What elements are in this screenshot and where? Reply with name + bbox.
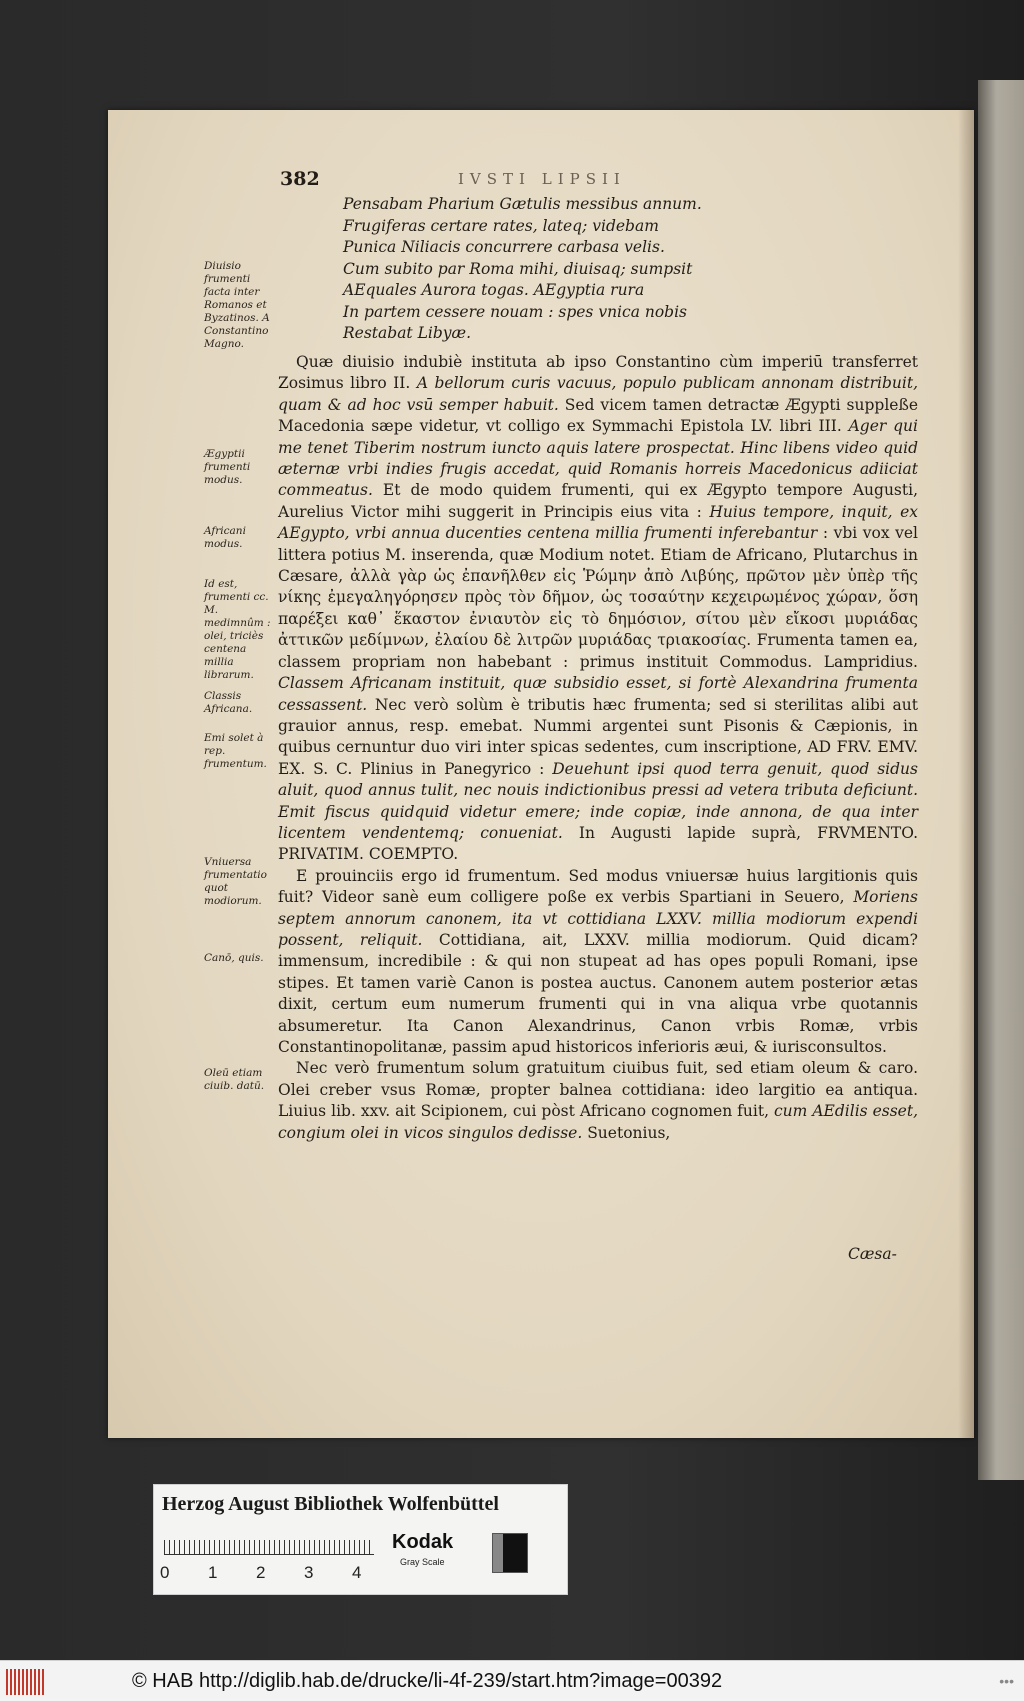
ruler-number: 1 bbox=[208, 1563, 218, 1582]
verse-line: Frugiferas certare rates, lateq; videbam bbox=[343, 216, 659, 235]
body-text bbox=[278, 352, 918, 1144]
kodak-logo: Kodak bbox=[392, 1531, 454, 1553]
margin-note: Ægyptii frumenti modus. bbox=[204, 448, 251, 486]
text-run: Suetonius, bbox=[582, 1123, 671, 1142]
text-run: Nec verò frumentum solum gratuitum ciuibus fuit, sed etiam oleum & caro. Olei creber vsus Romæ, propter balnea cottidiana: ideo largitio ea antiqua. Liuius lib. xxv. ait Scipionem, cui pòst Africano cognomen fuit, bbox=[278, 1059, 918, 1121]
page-number: 382 bbox=[280, 168, 320, 190]
verse-line: AEquales Aurora togas. AEgyptia rura bbox=[343, 281, 645, 299]
verse-line: In partem cessere nouam : spes vnica nobis bbox=[343, 302, 688, 321]
more-icon[interactable]: ••• bbox=[999, 1673, 1014, 1689]
italic-quote: Classem Africanam instituit, quæ subsidio esset, si fortè Alexandrina frumenta cessassent. bbox=[278, 674, 918, 714]
scale-ruler bbox=[164, 1531, 374, 1555]
margin-note: Diuisio frumenti facta inter Romanos et Byzatinos. A Constantino Magno. bbox=[204, 260, 270, 350]
paragraph bbox=[278, 866, 918, 1059]
ruler-number: 4 bbox=[352, 1563, 362, 1582]
italic-quote: cum AEdilis esset, congium olei in vicos singulos dedisse. bbox=[278, 1102, 918, 1142]
book-page bbox=[108, 110, 974, 1438]
italic-quote: Huius tempore, inquit, ex AEgypto, vrbi annua ducenties centena millia frumenti inferebantur bbox=[278, 502, 918, 543]
text-run: Et de modo quidem frumenti, qui ex Ægypto tempore Augusti, Aurelius Victor mihi suggerit in Principis eius vita : bbox=[278, 481, 918, 521]
running-head: IVSTI LIPSII bbox=[458, 170, 626, 188]
margin-note: Africani modus. bbox=[204, 525, 246, 550]
italic-quote: Deuehunt ipsi quod terra genuit, quod sidus aluit, quod annus tulit, nec nouis indictionibus pressi ad vetera tributa deficiunt. Emit fiscus quidquid videtur emere; inde copiæ, inde annona, de qua inter licentem vendentemq; conueniat. bbox=[278, 759, 918, 842]
text-run: Quæ diuisio indubiè instituta ab ipso Constantino cùm imperiū transferret Zosimus libro II. bbox=[278, 353, 918, 393]
hab-logo-icon[interactable] bbox=[6, 1669, 46, 1695]
copyright-url[interactable]: © HAB http://diglib.hab.de/drucke/li-4f-239/start.htm?image=00392 bbox=[132, 1670, 723, 1692]
text-run: Cottidiana, ait, LXXV. millia modiorum. Quid dicam? immensum, incredibile : & qui non stupeat ad has opes populi Romani, ipse stipes. Et tamen variè Canon is postea auctus. Canonem autem posterior ætas dixit, certum eum numerum frumenti qui in vna aliqua vrbe quotannis absumeretur. Ita Canon Alexandrinus, Canon vrbis Romæ, vrbis Constantinopolitanæ, passim apud historicos inferioris æui, & iurisconsultos. bbox=[278, 930, 918, 1056]
margin-note: Id est, frumenti cc. M. medimnûm : olei, triciès centena millia librarum. bbox=[204, 578, 271, 681]
gray-scale-label: Gray Scale bbox=[400, 1557, 445, 1567]
margin-note: Emi solet à rep. frumentum. bbox=[204, 732, 267, 770]
verse-line: Restabat Libyæ. bbox=[343, 324, 472, 342]
color-calibration-card bbox=[153, 1484, 568, 1595]
verse-line: Punica Niliacis concurrere carbasa velis. bbox=[343, 238, 665, 256]
ruler-numbers bbox=[160, 1563, 380, 1583]
gray-swatch bbox=[492, 1533, 528, 1573]
margin-note: Oleū etiam ciuib. datū. bbox=[204, 1067, 265, 1092]
paragraph bbox=[278, 352, 918, 866]
paragraph bbox=[278, 1058, 918, 1144]
text-run: Nec verò solùm è tributis hæc frumenta; sed si sterilitas alibi aut grauior annus, resp. emebat. Nummi argentei sunt Pisonis & Cæpionis, in quibus cernuntur duo viri inter spicas sedentes, cum inscriptione, AD FRV. EMV. EX. S. C. Plinius in Panegyrico : bbox=[278, 695, 918, 778]
text-run: In Augusti lapide suprà, FRVMENTO. PRIVATIM. COEMPTO. bbox=[278, 823, 918, 864]
margin-note: Vniuersa frumentatio quot modiorum. bbox=[204, 856, 267, 907]
ruler-number: 3 bbox=[304, 1563, 314, 1582]
library-name: Herzog August Bibliothek Wolfenbüttel bbox=[162, 1493, 499, 1515]
italic-quote: A bellorum curis vacuus, populo publicam annonam distribuit, quam & ad hoc vsū semper habuit. bbox=[278, 374, 918, 414]
footer-bar bbox=[0, 1660, 1024, 1701]
next-page-edge bbox=[978, 80, 1024, 1480]
page-gutter bbox=[958, 110, 974, 1438]
text-run: E prouinciis ergo id frumentum. Sed modus vniuersæ huius largitionis quis fuit? Videor sanè eum colligere poße ex verbis Spartiani in Seuero, bbox=[278, 866, 918, 907]
ruler-number: 2 bbox=[256, 1563, 266, 1582]
margin-note: Classis Africana. bbox=[204, 690, 253, 715]
text-run: : vbi vox vel littera potius M. inserenda, quæ Modium notet. Etiam de Africano, Plutarchus in Cæsare, ἀλλὰ γὰρ ὡς ἐπανῆλθεν εἰς Ῥώμην ἀπὸ Λιβύης, πρῶτον μὲν ὑπὲρ τῆς νίκης ἐμεγαληγόρησεν πρὸς τὸν δῆμον, ὡς τοσαύτην κεχειρωμένος χώραν, ὅση παρέξει καθ᾽ ἕκαστον ἐνιαυτὸν εἰς τὸ δημόσιον, σίτου μὲν εἴκοσι μυριάδας ἀττικῶν μεδίμνων, ἐλαίου δὲ λιτρῶν μυριάδας τριακοσίας. Frumenta tamen ea, classem propriam non habebant : primus instituit Commodus. Lampridius. bbox=[278, 524, 918, 671]
catchword: Cæsa- bbox=[848, 1245, 897, 1263]
verse-block bbox=[343, 194, 763, 345]
italic-quote: Moriens septem annorum canonem, ita vt cottidiana LXXV. millia modiorum expendi possent, reliquit. bbox=[278, 888, 918, 949]
italic-quote: Ager qui me tenet Tiberim nostrum iuncto aquis latere prospectat. Hinc libens video quid æternæ vrbi indies frugis accedat, quid Romanis horreis Macedonicus adiiciat commeatus. bbox=[278, 417, 918, 500]
text-run: Sed vicem tamen detractæ Ægypti suppleße Macedonia sæpe videtur, vt colligo ex Symmachi Epistola LV. libri III. bbox=[278, 395, 918, 436]
verse-line: Cum subito par Roma mihi, diuisaq; sumpsit bbox=[343, 259, 693, 278]
verse-line: Pensabam Pharium Gætulis messibus annum. bbox=[343, 195, 702, 213]
ruler-number: 0 bbox=[160, 1563, 170, 1582]
margin-note: Canō, quis. bbox=[204, 952, 264, 964]
